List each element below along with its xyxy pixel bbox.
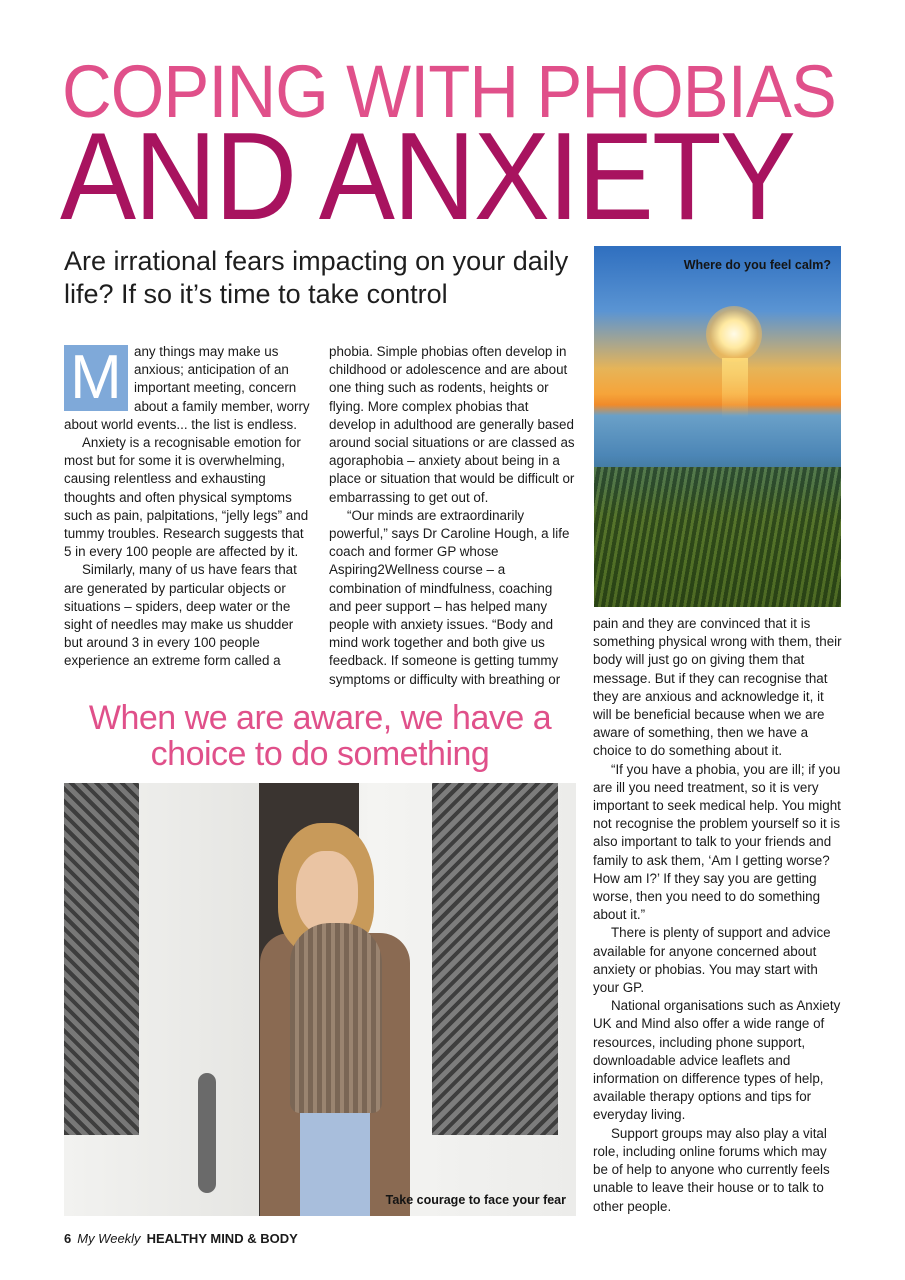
paragraph: “If you have a phobia, you are ill; if you are ill you need treatment, so it is very important to seek medical help. You might not recognise the problem yourself so it is also important to talk to your friends and family to ask them, ‘Am I getting worse? How am I?’ If they say you are getting worse, then you need to do something about it.” xyxy=(593,761,841,923)
paragraph: Support groups may also play a vital role, including online forums which may be of help to anyone who currently feels unable to leave their house or to talk to other people. xyxy=(593,1125,830,1214)
paragraph: There is plenty of support and advice available for anyone concerned about anxiety or phobias. You may start with your GP. xyxy=(593,925,831,996)
sun-shape xyxy=(706,306,762,362)
pull-quote: When we are aware, we have a choice to do something xyxy=(88,699,552,773)
headline-line-1: COPING WITH PHOBIAS xyxy=(62,50,836,133)
woman-scarf xyxy=(290,923,382,1113)
wrought-iron-panel xyxy=(64,783,139,1135)
door-handle xyxy=(198,1073,216,1193)
paragraph: phobia. Simple phobias often develop in childhood or adolescence and are about one thing such as rodents, heights or flying. More complex phobias that develop in adulthood are generally based around social situations or are classed as agoraphobia – anxiety about being in a place or situation that would be difficult or embarrassing to get out of. xyxy=(329,344,575,505)
paragraph-text: any things may make us anxious; anticipation of an important meeting, concern about a family member, worry about world events... the list is endless. xyxy=(64,344,310,432)
page-footer xyxy=(64,1231,298,1246)
paragraph: Anxiety is a recognisable emotion for most but for some it is overwhelming, causing relentless and exhausting thoughts and often physical symptoms such as pain, palpitations, “jelly legs” and tummy troubles. Research suggests that 5 in every 100 people are affected by it. xyxy=(64,435,309,560)
wrought-iron-panel xyxy=(432,783,558,1135)
paragraph: “Our minds are extraordinarily powerful,” says Dr Caroline Hough, a life coach and former GP whose Aspiring2Wellness course – a combination of mindfulness, coaching and peer support – has helped many people with anxiety issues. “Body and mind work together and both give us feedback. If someone is getting tummy symptoms or difficulty with breathing or xyxy=(329,507,570,687)
sun-reflection xyxy=(722,358,748,418)
sunset-photo xyxy=(594,246,841,607)
paragraph xyxy=(64,343,312,434)
body-column-2 xyxy=(329,343,577,689)
paragraph: pain and they are convinced that it is something physical wrong with them, their body will just go on giving them that message. But if they can recognise that they are anxious and acknowledge it, it will be beneficial because when we are aware of something, then we have a choice to do something about it. xyxy=(593,616,842,759)
magazine-name: My Weekly xyxy=(77,1231,141,1246)
body-column-1 xyxy=(64,343,312,671)
door-photo xyxy=(64,783,576,1216)
photo-caption: Take courage to face your fear xyxy=(385,1193,566,1207)
headline-line-2: AND ANXIETY xyxy=(60,108,795,246)
page-number: 6 xyxy=(64,1231,72,1246)
standfirst: Are irrational fears impacting on your daily life? If so it’s time to take control xyxy=(64,246,569,309)
photo-caption: Where do you feel calm? xyxy=(683,258,831,272)
paragraph: Similarly, many of us have fears that are generated by particular objects or situations – spiders, deep water or the sight of needles may make us shudder but around 3 in every 100 people experience an extreme form called a xyxy=(64,562,297,669)
grass-shape xyxy=(594,467,841,607)
paragraph: National organisations such as Anxiety UK and Mind also offer a wide range of resources, including phone support, downloadable advice leaflets and information on difference types of help, available therapy options and tips for everyday living. xyxy=(593,998,841,1123)
section-name: HEALTHY MIND & BODY xyxy=(146,1231,298,1246)
drop-cap: M xyxy=(64,345,128,411)
body-column-3 xyxy=(593,615,843,1216)
